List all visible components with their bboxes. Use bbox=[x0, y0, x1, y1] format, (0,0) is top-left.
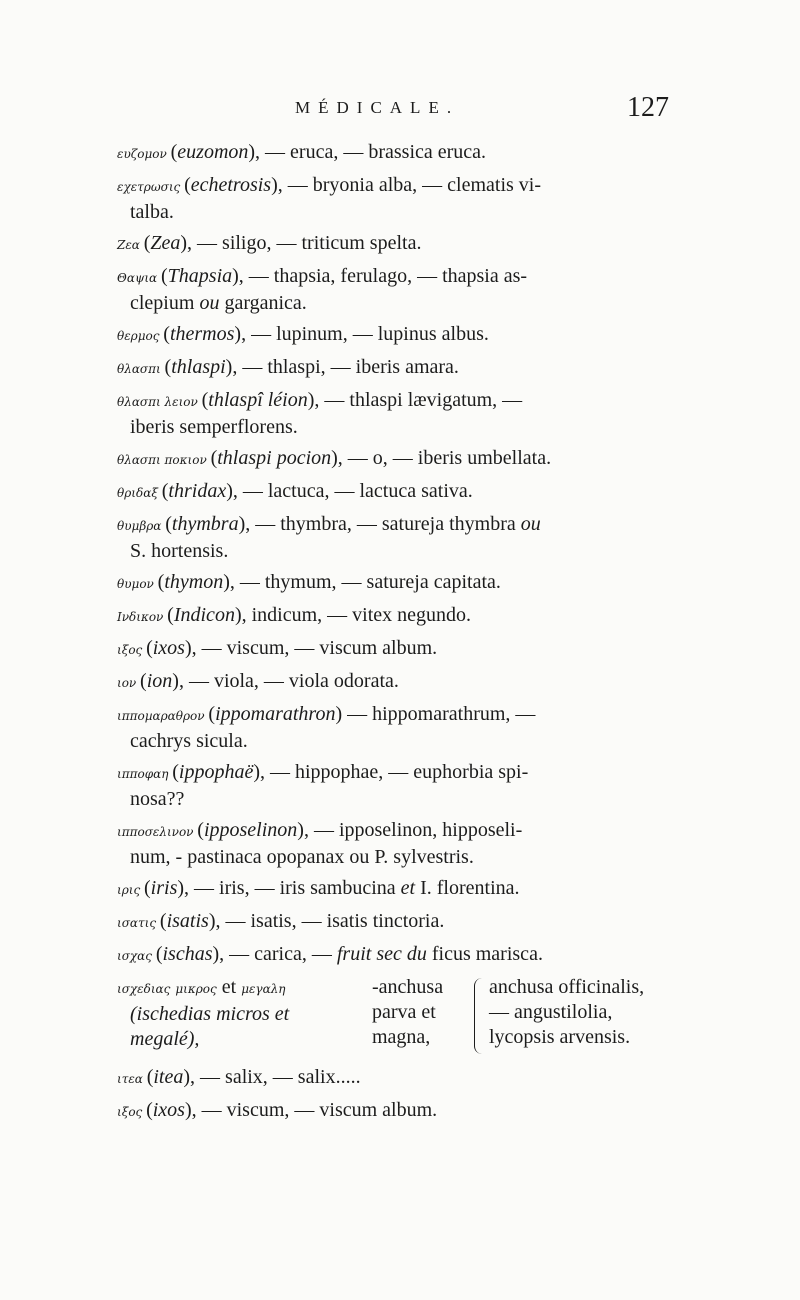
glossary-entry bbox=[117, 388, 697, 440]
glossary-entry bbox=[117, 603, 697, 630]
glossary-entry bbox=[117, 818, 697, 870]
entry-text: ( bbox=[184, 174, 191, 196]
entry-text: ( bbox=[160, 265, 168, 287]
italic-text: isatis bbox=[166, 910, 209, 932]
entry-text: ( bbox=[159, 910, 167, 932]
entry-text: ), — thlaspi, — iberis amara. bbox=[225, 356, 459, 378]
greek-term: θυμον bbox=[117, 577, 158, 591]
entry-text: ), — ipposelinon, hipposeli- bbox=[297, 819, 523, 841]
entry-text: ficus marisca. bbox=[426, 943, 543, 965]
glossary-entry bbox=[117, 702, 697, 754]
entry-text: ), — lupinum, — lupinus albus. bbox=[234, 323, 489, 345]
entry-text: ), — thapsia, ferulago, — thapsia as- bbox=[232, 265, 528, 287]
glossary-entry bbox=[117, 512, 697, 564]
italic-text: Indicon bbox=[173, 604, 235, 626]
entry-continuation bbox=[117, 291, 697, 316]
greek-term: ιξος bbox=[117, 643, 147, 657]
transliteration-line: (ischedias micros et bbox=[130, 1003, 290, 1025]
braced-right bbox=[489, 975, 699, 1050]
entry-text: ), — thymbra, — satureja thymbra bbox=[238, 513, 521, 535]
glossary-entry bbox=[117, 231, 697, 258]
entry-text: ( bbox=[210, 447, 218, 469]
italic-text: Thapsia bbox=[167, 265, 233, 287]
italic-text: thlaspî léion bbox=[208, 389, 308, 411]
entry-text: ), — siligo, — triticum spelta. bbox=[180, 232, 422, 254]
entry-text: ( bbox=[140, 670, 147, 692]
glossary-entry bbox=[117, 173, 697, 225]
entries-tail bbox=[117, 1065, 697, 1125]
entry-continuation: nosa?? bbox=[130, 788, 185, 810]
italic-text: ipposelinon bbox=[203, 819, 298, 841]
entry-text: ( bbox=[143, 232, 151, 254]
entries-main bbox=[117, 140, 697, 969]
entry-text: ), — isatis, — isatis tinctoria. bbox=[208, 910, 445, 932]
italic-text: echetrosis bbox=[190, 174, 272, 196]
entry-text: ( bbox=[170, 141, 178, 163]
entry-text: ( bbox=[144, 877, 151, 899]
glossary-entry bbox=[117, 479, 697, 506]
greek-term: ιτεα bbox=[117, 1072, 147, 1086]
glossary-entry bbox=[117, 760, 697, 812]
entry-text: ( bbox=[146, 1099, 153, 1121]
greek-term: ισχας bbox=[117, 949, 156, 963]
entry-text: ), — thymum, — satureja capitata. bbox=[223, 571, 501, 593]
curly-brace bbox=[474, 978, 485, 1054]
entry-text: ), — salix, — salix..... bbox=[183, 1066, 361, 1088]
italic-text: ischas bbox=[162, 943, 213, 965]
greek-term: Ζεα bbox=[117, 238, 144, 252]
italic-text: thermos bbox=[169, 323, 235, 345]
greek-term: θυμβρα bbox=[117, 519, 166, 533]
running-head: MÉDICALE. bbox=[295, 98, 460, 117]
entry-text: ( bbox=[155, 943, 163, 965]
glossary-list bbox=[117, 140, 697, 1131]
italic-text: ou bbox=[520, 513, 541, 535]
italic-text: ixos bbox=[152, 637, 185, 659]
glossary-entry bbox=[117, 264, 697, 316]
greek-term: ιπποσελινον bbox=[117, 825, 198, 839]
entry-text: ), — bryonia alba, — clematis vi- bbox=[271, 174, 542, 196]
italic-text: Zea bbox=[150, 232, 181, 254]
italic-text: ou bbox=[199, 292, 220, 314]
glossary-entry bbox=[117, 446, 697, 473]
page-header bbox=[0, 92, 800, 134]
entry-text: ), — viscum, — viscum album. bbox=[184, 1099, 438, 1121]
entry-continuation: S. hortensis. bbox=[130, 540, 229, 562]
greek-term: θλασπι λειον bbox=[117, 395, 202, 409]
entry-text: ), — iris, — iris sambucina bbox=[177, 877, 401, 899]
entry-text: ( bbox=[208, 703, 216, 725]
entry-text: ( bbox=[167, 604, 174, 626]
italic-text: ippophaë bbox=[178, 761, 254, 783]
greek-term: ισατις bbox=[117, 916, 160, 930]
entry-text: ( bbox=[157, 571, 165, 593]
greek-term: ισχεδιας bbox=[117, 982, 171, 996]
greek-term: θλασπι bbox=[117, 362, 165, 376]
greek-term: μεγαλη bbox=[241, 982, 286, 996]
italic-text: thridax bbox=[168, 480, 227, 502]
braced-middle bbox=[372, 975, 482, 1050]
glossary-entry bbox=[117, 570, 697, 597]
italic-text: itea bbox=[153, 1066, 184, 1088]
greek-term: Θαψια bbox=[117, 271, 161, 285]
glossary-entry bbox=[117, 1065, 697, 1092]
entry-text: ( bbox=[165, 513, 172, 535]
italic-text: thlaspi pocion bbox=[217, 447, 332, 469]
glossary-entry bbox=[117, 355, 697, 382]
entry-text: ) — hippomarathrum, — bbox=[335, 703, 536, 725]
greek-term: ιρις bbox=[117, 883, 144, 897]
entry-continuation: talba. bbox=[130, 201, 174, 223]
greek-term: μικρος bbox=[175, 982, 217, 996]
greek-term: θερμος bbox=[117, 329, 164, 343]
entry-text: ), — lactuca, — lactuca sativa. bbox=[226, 480, 473, 502]
entry-text: ), — hippophae, — euphorbia spi- bbox=[253, 761, 529, 783]
page-number: 127 bbox=[627, 92, 669, 123]
glossary-entry bbox=[117, 322, 697, 349]
greek-term: ιον bbox=[117, 676, 141, 690]
italic-text: iris bbox=[150, 877, 178, 899]
greek-term: ιπποµαραθρον bbox=[117, 709, 209, 723]
italic-text: ion bbox=[146, 670, 173, 692]
latin-name: magna, bbox=[372, 1026, 431, 1048]
entry-text: ), — viscum, — viscum album. bbox=[184, 637, 438, 659]
entry-text: ), — eruca, — brassica eruca. bbox=[248, 141, 487, 163]
entry-text: ), — viola, — viola odorata. bbox=[172, 670, 399, 692]
modern-name: anchusa officinalis, bbox=[489, 976, 645, 998]
greek-term: θριδαξ bbox=[117, 486, 162, 500]
transliteration-line: megalé), bbox=[130, 1028, 200, 1050]
entry-text: ( bbox=[201, 389, 209, 411]
entry-text: ( bbox=[164, 356, 172, 378]
entry-text: ( bbox=[146, 1066, 154, 1088]
entry-text: I. florentina. bbox=[415, 877, 520, 899]
entry-text: ), — o, — iberis umbellata. bbox=[331, 447, 552, 469]
entry-continuation: num, - pastinaca opopanax ou P. sylvestris. bbox=[130, 846, 474, 868]
entry-text: ( bbox=[146, 637, 153, 659]
entry-ischedias bbox=[117, 975, 697, 1059]
glossary-entry bbox=[117, 909, 697, 936]
entry-continuation: iberis semperflorens. bbox=[130, 416, 298, 438]
entry-text: ( bbox=[197, 819, 204, 841]
entry-text: garganica. bbox=[219, 292, 307, 314]
greek-term: ιπποφαη bbox=[117, 767, 173, 781]
italic-text: thymon bbox=[164, 571, 224, 593]
braced-left bbox=[117, 975, 367, 1052]
glossary-entry bbox=[117, 1098, 697, 1125]
italic-text: et bbox=[400, 877, 416, 899]
entry-text: ( bbox=[161, 480, 169, 502]
italic-text: ippomarathron bbox=[215, 703, 336, 725]
glossary-entry bbox=[117, 669, 697, 696]
modern-name: — angustilolia, bbox=[489, 1001, 613, 1023]
modern-name: lycopsis arvensis. bbox=[489, 1026, 631, 1048]
greek-term: θλασπι ποκιον bbox=[117, 453, 211, 467]
entry-text: ), — carica, — bbox=[212, 943, 337, 965]
glossary-entry bbox=[117, 636, 697, 663]
latin-name: -anchusa bbox=[372, 976, 444, 998]
italic-text: euzomon bbox=[177, 141, 249, 163]
entry-text: clepium bbox=[130, 292, 200, 314]
connector-text: et bbox=[221, 976, 242, 998]
entry-text: ), — thlaspi lævigatum, — bbox=[307, 389, 523, 411]
latin-name: parva et bbox=[372, 1001, 436, 1023]
glossary-entry bbox=[117, 942, 697, 969]
entry-continuation: cachrys sicula. bbox=[130, 730, 248, 752]
greek-term: εχετρωσις bbox=[117, 180, 185, 194]
italic-text: fruit sec du bbox=[336, 943, 427, 965]
entry-text: ( bbox=[163, 323, 170, 345]
greek-term: ιξος bbox=[117, 1105, 147, 1119]
italic-text: thymbra bbox=[171, 513, 239, 535]
entry-text: ( bbox=[172, 761, 179, 783]
italic-text: thlaspi bbox=[171, 356, 226, 378]
glossary-entry bbox=[117, 140, 697, 167]
glossary-entry bbox=[117, 876, 697, 903]
greek-term: Ινδικον bbox=[117, 610, 168, 624]
entry-text: ), indicum, — vitex negundo. bbox=[234, 604, 472, 626]
greek-term: ευζομον bbox=[117, 147, 171, 161]
italic-text: ixos bbox=[152, 1099, 185, 1121]
